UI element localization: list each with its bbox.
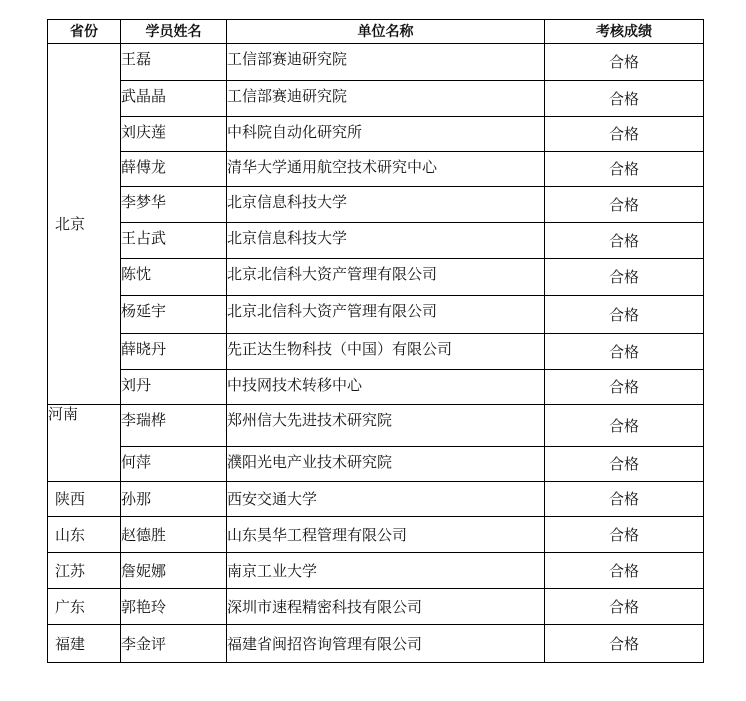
student-name-cell: [121, 482, 227, 517]
table-row: [48, 589, 704, 625]
province-cell: 陕西: [48, 482, 121, 517]
province-cell: 江苏: [48, 553, 121, 589]
province-cell: 河南: [48, 405, 121, 482]
unit-name-text: 中技网技术转移中心: [227, 376, 363, 394]
student-name-cell: [121, 81, 227, 117]
result-cell: 合格: [545, 482, 704, 517]
result-cell: 合格: [545, 187, 704, 223]
unit-name-cell: [227, 187, 545, 223]
unit-name-text: 郑州信大先进技术研究院: [227, 411, 393, 429]
unit-name-cell: [227, 370, 545, 405]
student-name-text: 刘庆莲: [121, 123, 167, 141]
student-name-cell: [121, 625, 227, 663]
unit-name-text: 清华大学通用航空技术研究中心: [227, 158, 438, 176]
unit-name-cell: [227, 482, 545, 517]
unit-name-cell: [227, 589, 545, 625]
table-row: [48, 625, 704, 663]
result-cell: 合格: [545, 589, 704, 625]
result-cell: 合格: [545, 370, 704, 405]
student-name-text: 陈忱: [121, 265, 152, 283]
unit-name-cell: [227, 259, 545, 296]
table-row: [48, 447, 704, 482]
header-name: 学员姓名: [121, 20, 227, 44]
unit-name-text: 南京工业大学: [227, 561, 318, 580]
result-cell: 合格: [545, 517, 704, 553]
result-cell: 合格: [545, 152, 704, 187]
unit-name-cell: [227, 517, 545, 553]
table-row: [48, 152, 704, 187]
unit-name-text: 北京信息科技大学: [227, 193, 348, 211]
student-name-cell: [121, 334, 227, 370]
student-name-text: 薛晓丹: [121, 340, 167, 358]
student-name-text: 王磊: [121, 50, 152, 68]
student-name-text: 李瑞桦: [121, 411, 167, 429]
student-name-cell: [121, 370, 227, 405]
student-name-cell: [121, 152, 227, 187]
table-row: [48, 482, 704, 517]
student-name-text: 刘丹: [121, 376, 152, 394]
student-name-cell: [121, 44, 227, 81]
result-cell: 合格: [545, 117, 704, 152]
table-row: [48, 81, 704, 117]
student-name-cell: [121, 223, 227, 259]
header-row: [48, 20, 704, 44]
result-cell: 合格: [545, 81, 704, 117]
student-name-cell: [121, 589, 227, 625]
result-cell: 合格: [545, 447, 704, 482]
table-row: [48, 117, 704, 152]
unit-name-text: 福建省闽招咨询管理有限公司: [227, 634, 423, 653]
result-cell: 合格: [545, 223, 704, 259]
student-name-text: 郭艳玲: [121, 597, 167, 616]
unit-name-text: 濮阳光电产业技术研究院: [227, 453, 393, 471]
province-cell: 山东: [48, 517, 121, 553]
table-row: [48, 553, 704, 589]
unit-name-cell: [227, 223, 545, 259]
unit-name-text: 北京北信科大资产管理有限公司: [227, 302, 438, 320]
unit-name-text: 深圳市速程精密科技有限公司: [227, 597, 423, 616]
province-cell: 北京: [48, 44, 121, 405]
student-name-text: 武晶晶: [121, 87, 167, 105]
table-body: [48, 44, 704, 663]
unit-name-cell: [227, 334, 545, 370]
province-cell: 福建: [48, 625, 121, 663]
table-row: [48, 334, 704, 370]
unit-name-cell: [227, 447, 545, 482]
unit-name-text: 工信部赛迪研究院: [227, 87, 348, 105]
table-row: [48, 223, 704, 259]
unit-name-text: 西安交通大学: [227, 490, 318, 508]
unit-name-text: 山东昊华工程管理有限公司: [227, 525, 408, 544]
table-row: [48, 370, 704, 405]
table-row: [48, 259, 704, 296]
unit-name-cell: [227, 117, 545, 152]
student-name-text: 李金评: [121, 634, 167, 653]
student-name-cell: [121, 517, 227, 553]
table-row: [48, 517, 704, 553]
unit-name-cell: [227, 625, 545, 663]
unit-name-text: 先正达生物科技（中国）有限公司: [227, 340, 453, 358]
result-cell: 合格: [545, 259, 704, 296]
result-cell: 合格: [545, 334, 704, 370]
student-name-text: 杨延宇: [121, 302, 167, 320]
header-unit: 单位名称: [227, 20, 545, 44]
unit-name-cell: [227, 296, 545, 334]
results-table: [47, 19, 704, 663]
unit-name-text: 北京信息科技大学: [227, 229, 348, 247]
student-name-text: 赵德胜: [121, 525, 167, 544]
student-name-cell: [121, 187, 227, 223]
student-name-cell: [121, 117, 227, 152]
unit-name-cell: [227, 553, 545, 589]
unit-name-text: 中科院自动化研究所: [227, 123, 363, 141]
unit-name-text: 工信部赛迪研究院: [227, 50, 348, 68]
unit-name-cell: [227, 81, 545, 117]
result-cell: 合格: [545, 296, 704, 334]
student-name-text: 詹妮娜: [121, 561, 167, 580]
student-name-text: 孙那: [121, 490, 152, 508]
student-name-cell: [121, 296, 227, 334]
province-cell: 广东: [48, 589, 121, 625]
student-name-text: 何萍: [121, 453, 152, 471]
student-name-text: 李梦华: [121, 193, 167, 211]
student-name-cell: [121, 259, 227, 296]
table-row: [48, 187, 704, 223]
result-cell: 合格: [545, 405, 704, 447]
table-row: [48, 405, 704, 447]
unit-name-cell: [227, 152, 545, 187]
student-name-text: 王占武: [121, 229, 167, 247]
header-province: 省份: [48, 20, 121, 44]
table-row: [48, 44, 704, 81]
student-name-cell: [121, 447, 227, 482]
result-cell: 合格: [545, 553, 704, 589]
header-result: 考核成绩: [545, 20, 704, 44]
table-row: [48, 296, 704, 334]
student-name-cell: [121, 405, 227, 447]
student-name-cell: [121, 553, 227, 589]
unit-name-cell: [227, 44, 545, 81]
unit-name-text: 北京北信科大资产管理有限公司: [227, 265, 438, 283]
unit-name-cell: [227, 405, 545, 447]
result-cell: 合格: [545, 625, 704, 663]
student-name-text: 薛傅龙: [121, 158, 167, 176]
result-cell: 合格: [545, 44, 704, 81]
